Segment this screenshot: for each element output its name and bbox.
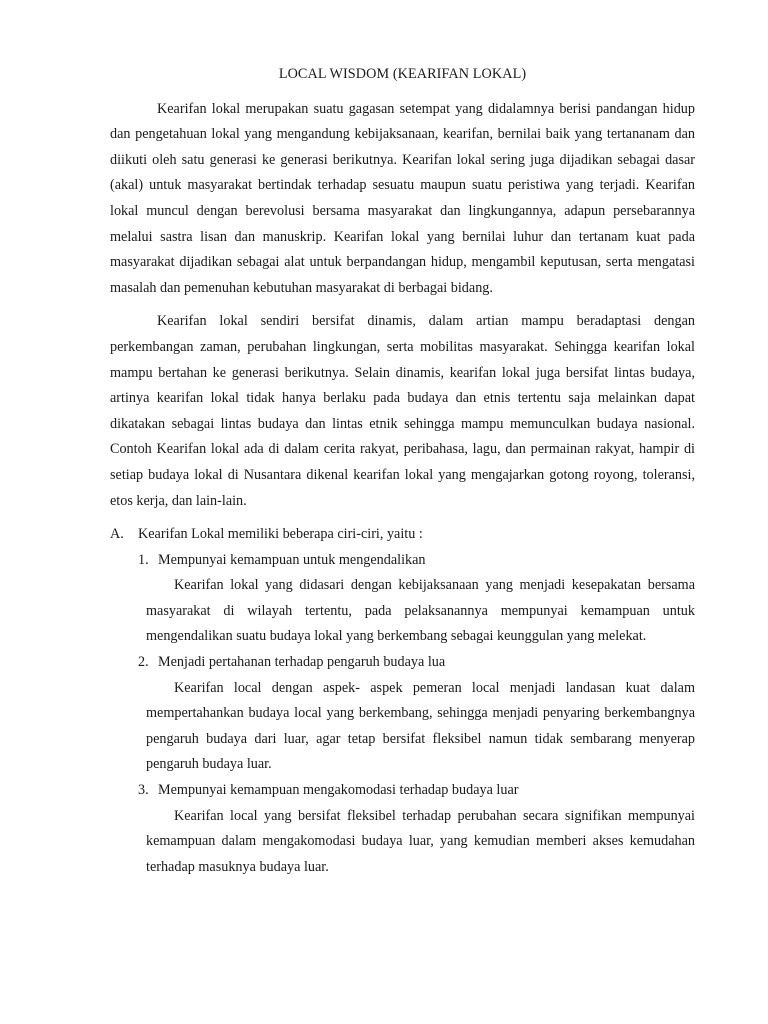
list-item	[110, 548, 695, 650]
section-letter: A.	[110, 526, 124, 543]
section-characteristics	[110, 522, 695, 880]
section-heading	[110, 522, 695, 548]
list-item-heading	[110, 650, 695, 676]
list-item-number: 1.	[138, 551, 149, 568]
characteristics-list	[110, 548, 695, 881]
paragraph-dynamics: Kearifan lokal sendiri bersifat dinamis, dalam artian mampu beradaptasi dengan perkembangan zaman, perubahan lingkungan, serta mobilitas masyarakat. Sehingga kearifan lokal mampu bertahan ke generasi berikutnya. Selain dinamis, kearifan lokal juga bersifat lintas budaya, artinya kearifan lokal tidak hanya berlaku pada budaya dan etnis tertentu saja melainkan dapat dikatakan sebagai lintas budaya dan lintas etnik sehingga mampu memunculkan budaya nasional. Contoh Kearifan lokal ada di dalam cerita rakyat, peribahasa, lagu, dan permainan rakyat, hampir di setiap budaya lokal di Nusantara dikenal kearifan lokal yang mengajarkan gotong royong, toleransi, etos kerja, dan lain-lain.	[110, 313, 695, 509]
list-item-title: Mempunyai kemampuan untuk mengendalikan	[158, 551, 426, 568]
document-title: LOCAL WISDOM (KEARIFAN LOKAL)	[278, 66, 527, 82]
list-item-number: 2.	[138, 654, 149, 671]
list-item-heading	[110, 778, 695, 804]
list-item-title: Menjadi pertahanan terhadap pengaruh budaya lua	[158, 654, 446, 671]
list-item-body: Kearifan local dengan aspek- aspek pemeran local menjadi landasan kuat dalam mempertahankan budaya local yang berkembang, sehingga menjadi penyaring berkembangnya pengaruh budaya dari luar, agar tetap bersifat fleksibel namun tidak sembarang menyerap pengaruh budaya luar.	[146, 679, 695, 773]
section-heading-text: Kearifan Lokal memiliki beberapa ciri-ciri, yaitu :	[138, 526, 423, 543]
list-item-heading	[110, 548, 695, 574]
list-item-body: Kearifan local yang bersifat fleksibel terhadap perubahan secara signifikan mempunyai kemampuan dalam mengakomodasi budaya luar, yang kemudian memberi akses kemudahan terhadap masuknya budaya luar.	[146, 807, 695, 875]
document-page	[110, 62, 695, 880]
paragraph-intro: Kearifan lokal merupakan suatu gagasan setempat yang didalamnya berisi pandangan hidup dan pengetahuan lokal yang mengandung kebijaksanaan, kearifan, bernilai baik yang tertananam dan diikuti oleh satu generasi ke generasi berikutnya. Kearifan lokal sering juga dijadikan sebagai dasar (akal) untuk masyarakat bertindak terhadap sesuatu maupun suatu peristiwa yang terjadi. Kearifan lokal muncul dengan berevolusi bersama masyarakat dan lingkungannya, adapun persebarannya melalui sastra lisan dan manuskrip. Kearifan lokal yang bernilai luhur dan tertanam kuat pada masyarakat dijadikan sebagai alat untuk berpandangan hidup, mengambil keputusan, serta mengatasi masalah dan pemenuhan kebutuhan masyarakat di berbagai bidang.	[110, 100, 695, 296]
list-item	[110, 778, 695, 880]
list-item	[110, 650, 695, 778]
list-item-title: Mempunyai kemampuan mengakomodasi terhadap budaya luar	[158, 782, 519, 799]
list-item-body: Kearifan lokal yang didasari dengan kebijaksanaan yang menjadi kesepakatan bersama masyarakat di wilayah tertentu, pada pelaksanannya mempunyai kemampuan untuk mengendalikan suatu budaya lokal yang berkembang sebagai keunggulan yang melekat.	[146, 577, 695, 645]
list-item-number: 3.	[138, 782, 149, 799]
